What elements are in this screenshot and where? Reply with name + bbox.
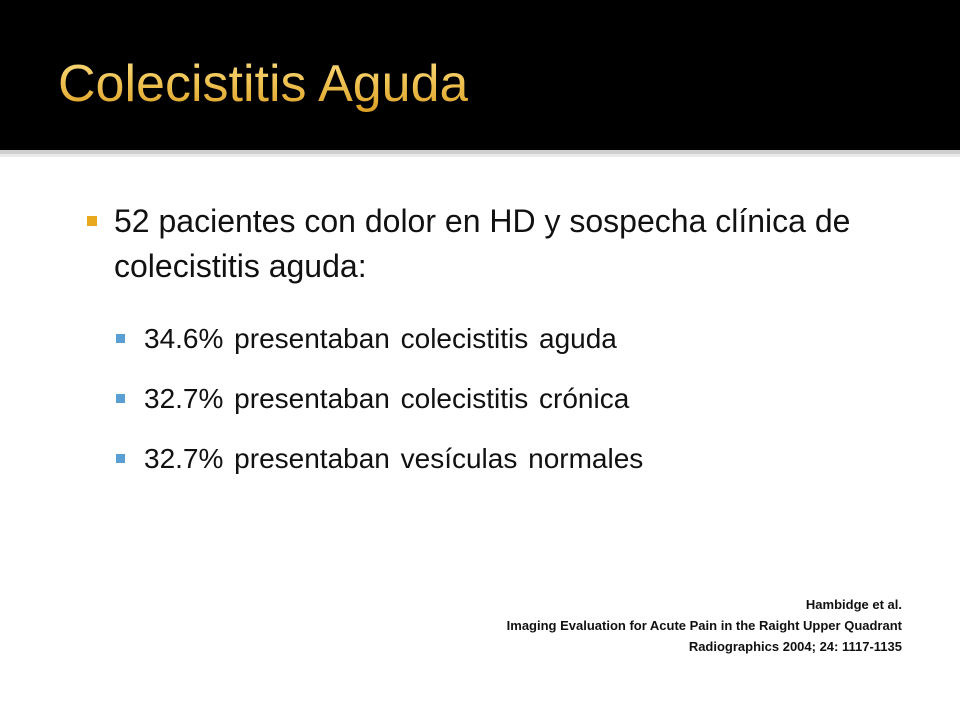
slide-title: Colecistitis Aguda	[58, 52, 468, 116]
citation	[507, 594, 902, 657]
subbullet-item	[116, 442, 876, 482]
subbullet-text: 34.6% presentaban colecistitis aguda	[144, 323, 617, 354]
square-bullet-icon	[116, 394, 125, 403]
citation-article: Imaging Evaluation for Acute Pain in the Raight Upper Quadrant	[506, 618, 902, 633]
square-bullet-icon	[116, 454, 125, 463]
square-bullet-icon	[116, 334, 125, 343]
bullet-text: 52 pacientes con dolor en HD y sospecha clínica de colecistitis aguda:	[114, 203, 851, 284]
subbullet-item	[116, 322, 876, 362]
citation-authors: Hambidge et al.	[805, 597, 902, 612]
square-bullet-icon	[87, 216, 97, 226]
subbullet-item	[116, 382, 876, 422]
citation-journal: Radiographics 2004; 24: 1117-1135	[688, 639, 902, 654]
subbullet-text: 32.7% presentaban vesículas normales	[144, 443, 644, 474]
subbullet-text: 32.7% presentaban colecistitis crónica	[144, 383, 630, 414]
